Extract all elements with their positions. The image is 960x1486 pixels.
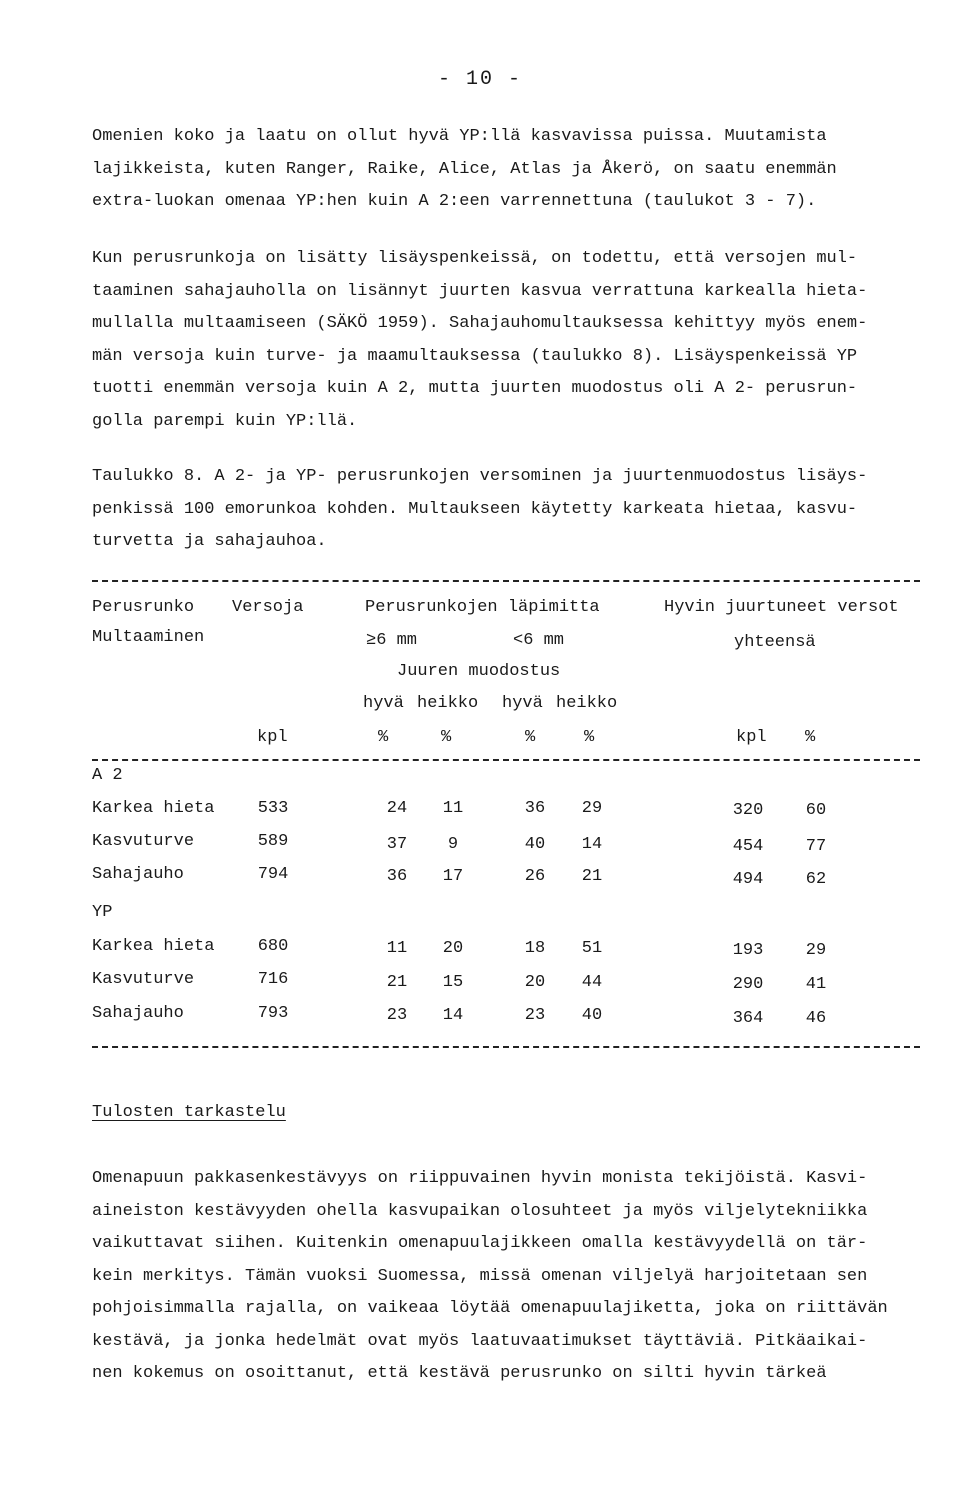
cell-lt-good: 40 <box>524 835 546 854</box>
cell-rooted-pct: 29 <box>805 941 827 960</box>
text-line: golla parempi kuin YP:llä. <box>92 411 358 431</box>
cell-shoots: 793 <box>257 1004 289 1023</box>
row-label: Karkea hieta <box>92 799 215 818</box>
subheader-good-1: hyvä <box>363 694 404 713</box>
text-line: tuotti enemmän versoja kuin A 2, mutta juurten muodostus oli A 2- perusrun- <box>92 379 858 398</box>
table-rule-top <box>92 580 920 582</box>
unit-percent: % <box>378 728 389 747</box>
cell-gt-good: 37 <box>386 835 408 854</box>
subheader-weak-2: heikko <box>556 694 618 713</box>
cell-shoots: 794 <box>257 865 289 884</box>
subheader-root-formation: Juuren muodostus <box>397 662 561 681</box>
cell-gt-weak: 14 <box>442 1006 464 1025</box>
unit-percent: % <box>525 728 536 747</box>
row-label: Kasvuturve <box>92 832 195 851</box>
cell-rooted-kpl: 320 <box>732 801 764 820</box>
text-line: taaminen sahajauholla on lisännyt juurten kasvua verrattuna karkealla hieta- <box>92 281 868 301</box>
row-label: Kasvuturve <box>92 970 195 989</box>
cell-rooted-pct: 62 <box>805 870 827 889</box>
row-label: Karkea hieta <box>92 937 215 956</box>
cell-lt-weak: 14 <box>581 835 603 854</box>
col-header-total: yhteensä <box>734 633 816 652</box>
cell-shoots: 533 <box>257 799 289 818</box>
cell-lt-good: 20 <box>524 973 546 992</box>
text-line: turvetta ja sahajauhoa. <box>92 532 327 551</box>
cell-gt-weak: 9 <box>447 835 459 854</box>
table-caption <box>92 461 922 559</box>
cell-rooted-pct: 46 <box>805 1009 827 1028</box>
cell-rooted-kpl: 290 <box>732 975 764 994</box>
cell-lt-good: 18 <box>524 939 546 958</box>
col-header-mounding: Multaaminen <box>92 628 205 647</box>
cell-gt-good: 36 <box>386 867 408 886</box>
col-header-rooted: Hyvin juurtuneet versot <box>664 598 899 617</box>
text-line: män versoja kuin turve- ja maamultauksessa (taulukko 8). Lisäyspenkeissä YP <box>92 346 858 366</box>
cell-lt-weak: 51 <box>581 939 603 958</box>
col-header-rootstock: Perusrunko <box>92 598 195 617</box>
col-header-shoots: Versoja <box>232 598 304 617</box>
page-number: - 10 - <box>437 68 522 91</box>
cell-rooted-kpl: 494 <box>732 870 764 889</box>
cell-gt-good: 11 <box>386 939 408 958</box>
unit-percent: % <box>805 728 816 747</box>
cell-rooted-pct: 60 <box>805 801 827 820</box>
table-rule-mid <box>92 759 920 761</box>
subheader-lt6: <6 mm <box>513 631 565 650</box>
paragraph-2 <box>92 243 922 438</box>
subheader-weak-1: heikko <box>417 694 479 713</box>
table-rule-bottom <box>92 1046 920 1048</box>
cell-gt-weak: 11 <box>442 799 464 818</box>
text-line: Omenapuun pakkasenkestävyys on riippuvainen hyvin monista tekijöistä. Kasvi- <box>92 1169 868 1188</box>
row-label: Sahajauho <box>92 1004 184 1023</box>
text-line: vaikuttavat siihen. Kuitenkin omenapuulajikkeen omalla kestävyydellä on tär- <box>92 1234 868 1253</box>
cell-gt-weak: 15 <box>442 973 464 992</box>
cell-gt-good: 24 <box>386 799 408 818</box>
text-line: Kun perusrunkoja on lisätty lisäyspenkeissä, on todettu, että versojen mul- <box>92 249 858 268</box>
cell-shoots: 680 <box>257 937 289 956</box>
unit-percent: % <box>584 728 595 747</box>
cell-rooted-kpl: 193 <box>732 941 764 960</box>
text-line: Omenien koko ja laatu on ollut hyvä YP:llä kasvavissa puissa. Muutamista <box>92 127 827 146</box>
cell-lt-weak: 40 <box>581 1006 603 1025</box>
text-line: penkissä 100 emorunkoa kohden. Multaukseen käytetty karkeata hietaa, kasvu- <box>92 499 858 519</box>
text-line: Taulukko 8. A 2- ja YP- perusrunkojen versominen ja juurtenmuodostus lisäys- <box>92 467 868 486</box>
group-label: YP <box>92 903 113 922</box>
cell-lt-good: 26 <box>524 867 546 886</box>
text-line: pohjoisimmalla rajalla, on vaikeaa löytää omenapuulajiketta, joka on riittävän <box>92 1299 888 1318</box>
cell-rooted-pct: 41 <box>805 975 827 994</box>
cell-rooted-pct: 77 <box>805 837 827 856</box>
cell-shoots: 589 <box>257 832 289 851</box>
subheader-good-2: hyvä <box>502 694 543 713</box>
paragraph-3 <box>92 1163 922 1391</box>
cell-lt-weak: 29 <box>581 799 603 818</box>
cell-lt-good: 36 <box>524 799 546 818</box>
cell-lt-weak: 44 <box>581 973 603 992</box>
cell-gt-good: 21 <box>386 973 408 992</box>
unit-kpl: kpl <box>736 728 767 747</box>
cell-shoots: 716 <box>257 970 289 989</box>
cell-lt-good: 23 <box>524 1006 546 1025</box>
text-line: kein merkitys. Tämän vuoksi Suomessa, missä omenan viljelyä harjoitetaan sen <box>92 1266 868 1286</box>
cell-lt-weak: 21 <box>581 867 603 886</box>
row-label: Sahajauho <box>92 865 184 884</box>
section-heading: Tulosten tarkastelu <box>92 1103 286 1122</box>
text-line: lajikkeista, kuten Ranger, Raike, Alice, Atlas ja Åkerö, on saatu enemmän <box>92 159 837 179</box>
cell-gt-weak: 17 <box>442 867 464 886</box>
subheader-gt6: ≥6 mm <box>366 631 418 650</box>
group-label: A 2 <box>92 766 123 785</box>
cell-gt-good: 23 <box>386 1006 408 1025</box>
col-header-diameter: Perusrunkojen läpimitta <box>365 598 600 617</box>
text-line: mullalla multaamiseen (SÄKÖ 1959). Sahajauhomultauksessa kehittyy myös enem- <box>92 314 868 333</box>
unit-kpl: kpl <box>257 728 288 747</box>
cell-gt-weak: 20 <box>442 939 464 958</box>
text-line: aineiston kestävyyden ohella kasvupaikan olosuhteet ja myös viljelytekniikka <box>92 1201 868 1221</box>
paragraph-1 <box>92 121 922 219</box>
text-line: nen kokemus on osoittanut, että kestävä perusrunko on silti hyvin tärkeä <box>92 1364 827 1383</box>
cell-rooted-kpl: 454 <box>732 837 764 856</box>
text-line: extra-luokan omenaa YP:hen kuin A 2:een varrennettuna (taulukot 3 - 7). <box>92 192 817 211</box>
unit-percent: % <box>441 728 452 747</box>
text-line: kestävä, ja jonka hedelmät ovat myös laatuvaatimukset täyttäviä. Pitkäaikai- <box>92 1331 868 1351</box>
cell-rooted-kpl: 364 <box>732 1009 764 1028</box>
